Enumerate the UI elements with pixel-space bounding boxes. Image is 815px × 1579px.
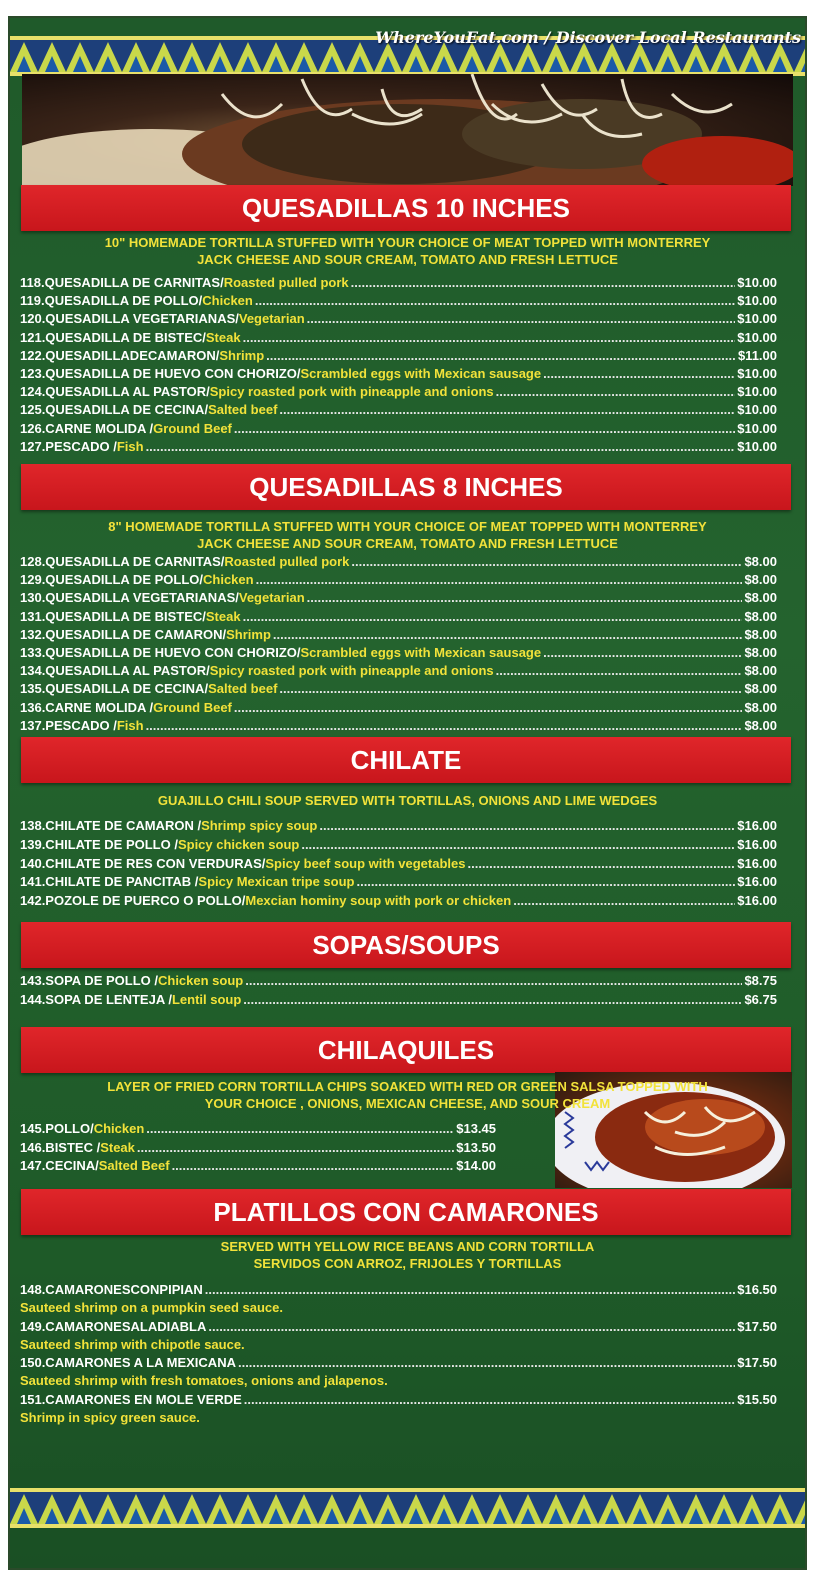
- bottom-zigzag-border: [10, 1488, 805, 1528]
- menu-item-row: [20, 662, 777, 680]
- item-price: $10.00: [737, 311, 777, 327]
- dot-leader: [234, 699, 743, 717]
- item-name: 142.POZOLE DE PUERCO O POLLO/: [20, 893, 246, 909]
- item-price: $16.00: [737, 818, 777, 833]
- menu-item-row: [20, 1139, 496, 1157]
- item-name: 122.QUESADILLADECAMARON/: [20, 347, 220, 363]
- menu-item-row: [20, 347, 777, 365]
- item-translation: Ground Beef: [153, 699, 232, 715]
- menu-item-row: [20, 892, 777, 910]
- menu-item-row: [20, 644, 777, 662]
- item-translation: Mexcian hominy soup with pork or chicken: [245, 893, 512, 909]
- item-price: $8.00: [744, 572, 777, 588]
- description-line: JACK CHEESE AND SOUR CREAM, TOMATO AND FRESH LETTUCE: [197, 536, 618, 551]
- dot-leader: [172, 1157, 455, 1175]
- item-name: 146.BISTEC /: [20, 1139, 101, 1155]
- item-translation: Spicy roasted pork with pineapple and onions: [209, 384, 494, 400]
- item-translation: Salted beef: [208, 402, 278, 418]
- dot-leader: [543, 365, 735, 383]
- dot-leader: [496, 383, 736, 401]
- item-price: $13.45: [456, 1121, 496, 1136]
- quesadilla-photo: [22, 74, 793, 186]
- dot-leader: [279, 680, 742, 698]
- item-name: 138.CHILATE DE CAMARON /: [20, 818, 202, 833]
- item-translation: Shrimp: [226, 626, 271, 642]
- item-translation: Salted beef: [208, 681, 278, 697]
- dot-leader: [266, 347, 736, 365]
- menu-item-row: [20, 1318, 777, 1336]
- item-name: 147.CECINA/: [20, 1158, 99, 1173]
- section-description: [20, 1238, 795, 1272]
- item-translation: Spicy roasted pork with pineapple and onions: [209, 663, 494, 679]
- item-price: $17.50: [737, 1355, 777, 1370]
- item-price: $8.75: [744, 973, 777, 988]
- item-translation: Chicken soup: [157, 973, 244, 988]
- item-name: 140.CHILATE DE RES CON VERDURAS/: [20, 855, 266, 871]
- item-name: 131.QUESADILLA DE BISTEC/: [20, 608, 206, 624]
- item-translation: Spicy chicken soup: [177, 836, 300, 852]
- item-price: $11.00: [737, 347, 777, 363]
- dot-leader: [467, 855, 735, 873]
- dot-leader: [496, 662, 743, 680]
- item-translation: Spicy beef soup with vegetables: [265, 855, 466, 871]
- item-translation: Fish: [116, 717, 144, 733]
- item-price: $8.00: [744, 626, 777, 642]
- item-name: 144.SOPA DE LENTEJA /: [20, 992, 172, 1007]
- dot-leader: [238, 1354, 735, 1372]
- dot-leader: [146, 717, 743, 735]
- item-name: 137.PESCADO /: [20, 717, 117, 733]
- item-translation: Vegetarian: [238, 590, 305, 606]
- item-name: 145.POLLO/: [20, 1121, 94, 1136]
- item-price: $16.00: [737, 836, 777, 852]
- dot-leader: [307, 310, 736, 328]
- item-price: $10.00: [737, 420, 777, 436]
- dot-leader: [243, 608, 743, 626]
- dot-leader: [205, 1281, 735, 1299]
- item-name: 128.QUESADILLA DE CARNITAS/: [20, 554, 225, 569]
- menu-item-row: [20, 310, 777, 328]
- item-translation: Chicken: [93, 1121, 145, 1136]
- item-translation: Shrimp: [219, 347, 265, 363]
- item-price: $8.00: [744, 681, 777, 697]
- menu-item-row: [20, 571, 777, 589]
- dot-leader: [243, 991, 742, 1009]
- dot-leader: [351, 553, 742, 571]
- item-name: 132.QUESADILLA DE CAMARON/: [20, 626, 227, 642]
- item-price: $10.00: [737, 384, 777, 400]
- menu-item-row: [20, 1354, 777, 1372]
- item-name: 118.QUESADILLA DE CARNITAS/: [20, 275, 224, 290]
- section-description: [20, 518, 795, 552]
- item-translation: Vegetarian: [238, 311, 305, 327]
- item-translation: Lentil soup: [171, 992, 242, 1007]
- section-description: [20, 234, 795, 268]
- watermark: WhereYouEat.com / Discover Local Restaurants: [375, 28, 801, 47]
- dot-leader: [279, 401, 735, 419]
- item-translation: Roasted pulled pork: [224, 554, 350, 569]
- item-name: 139.CHILATE DE POLLO /: [20, 836, 178, 852]
- dot-leader: [146, 438, 736, 456]
- menu-item-row: [20, 873, 777, 891]
- item-translation: Scrambled eggs with Mexican sausage: [300, 645, 542, 660]
- item-price: $17.50: [737, 1318, 777, 1334]
- dot-leader: [273, 626, 743, 644]
- description-line: GUAJILLO CHILI SOUP SERVED WITH TORTILLAS, ONIONS AND LIME WEDGES: [157, 793, 658, 808]
- menu-item-row: [20, 365, 777, 383]
- menu-item-row: [20, 438, 777, 456]
- section-title-quesadillas-10: QUESADILLAS 10 INCHES: [21, 185, 791, 231]
- menu-item-row: [20, 292, 777, 310]
- item-price: $14.00: [456, 1158, 496, 1173]
- description-line: SERVED WITH YELLOW RICE BEANS AND CORN TORTILLA: [220, 1239, 595, 1254]
- menu-item-row: [20, 817, 777, 835]
- item-price: $10.00: [737, 275, 777, 290]
- description-line: 10" HOMEMADE TORTILLA STUFFED WITH YOUR CHOICE OF MEAT TOPPED WITH MONTERREY: [104, 235, 711, 250]
- item-description: Shrimp in spicy green sauce.: [20, 1409, 200, 1425]
- item-price: $10.00: [737, 366, 777, 381]
- description-line: 8" HOMEMADE TORTILLA STUFFED WITH YOUR CHOICE OF MEAT TOPPED WITH MONTERREY: [108, 519, 707, 534]
- item-translation: Shrimp spicy soup: [201, 818, 318, 833]
- item-price: $8.00: [744, 554, 777, 569]
- menu-item-row: [20, 972, 777, 990]
- description-line: LAYER OF FRIED CORN TORTILLA CHIPS SOAKED WITH RED OR GREEN SALSA TOPPED WITH: [107, 1079, 708, 1094]
- item-price: $6.75: [744, 992, 777, 1007]
- dot-leader: [319, 817, 735, 835]
- menu-item-row: [20, 1391, 777, 1409]
- menu-item-row: [20, 1281, 777, 1299]
- item-name: 130.QUESADILLA VEGETARIANAS/: [20, 590, 239, 606]
- description-line: YOUR CHOICE , ONIONS, MEXICAN CHEESE, AND SOUR CREAM: [204, 1096, 611, 1111]
- item-price: $16.00: [737, 893, 777, 909]
- item-name: 149.CAMARONESALADIABLA: [20, 1318, 207, 1334]
- item-translation: Ground Beef: [153, 420, 232, 436]
- menu-item-row: [20, 991, 777, 1009]
- item-price: $8.00: [744, 717, 777, 733]
- item-translation: Chicken: [203, 572, 254, 588]
- item-translation: Roasted pulled pork: [223, 275, 349, 290]
- menu-item-row: [20, 855, 777, 873]
- section-title-chilate: CHILATE: [21, 737, 791, 783]
- menu-item-row: [20, 383, 777, 401]
- item-name: 124.QUESADILLA AL PASTOR/: [20, 384, 210, 400]
- item-translation: Chicken: [202, 293, 253, 309]
- menu-item-row: [20, 608, 777, 626]
- item-translation: Fish: [116, 438, 144, 454]
- dot-leader: [256, 571, 743, 589]
- menu-item-row: [20, 680, 777, 698]
- menu-item-row: [20, 1157, 496, 1175]
- dot-leader: [146, 1120, 454, 1138]
- dot-leader: [513, 892, 735, 910]
- item-description: Sauteed shrimp with fresh tomatoes, onions and jalapenos.: [20, 1373, 388, 1388]
- menu-item-row: [20, 1120, 496, 1138]
- menu-item-row: [20, 699, 777, 717]
- item-translation: Salted Beef: [98, 1158, 170, 1173]
- section-title-quesadillas-8: QUESADILLAS 8 INCHES: [21, 464, 791, 510]
- section-title-chilaquiles: CHILAQUILES: [21, 1027, 791, 1073]
- dot-leader: [351, 274, 736, 292]
- item-price: $8.00: [744, 608, 777, 624]
- menu-item-row: [20, 589, 777, 607]
- item-name: 127.PESCADO /: [20, 438, 117, 454]
- item-name: 129.QUESADILLA DE POLLO/: [20, 572, 203, 588]
- item-price: $10.00: [737, 329, 777, 345]
- item-translation: Steak: [205, 608, 241, 624]
- dot-leader: [301, 836, 735, 854]
- item-price: $10.00: [737, 402, 777, 418]
- item-name: 150.CAMARONES A LA MEXICANA: [20, 1355, 236, 1370]
- menu-item-row: [20, 329, 777, 347]
- item-translation: Steak: [100, 1139, 135, 1155]
- menu-item-row: [20, 836, 777, 854]
- dot-leader: [307, 589, 743, 607]
- item-description: Sauteed shrimp on a pumpkin seed sauce.: [20, 1300, 283, 1315]
- section-description: [20, 1078, 795, 1112]
- dot-leader: [137, 1139, 454, 1157]
- dot-leader: [356, 873, 735, 891]
- item-price: $16.00: [737, 855, 777, 871]
- item-price: $8.00: [744, 699, 777, 715]
- item-price: $8.00: [744, 645, 777, 660]
- item-name: 141.CHILATE DE PANCITAB /: [20, 874, 199, 890]
- menu-item-row: [20, 274, 777, 292]
- menu-item-row: [20, 553, 777, 571]
- item-name: 126.CARNE MOLIDA /: [20, 420, 154, 436]
- dot-leader: [208, 1318, 735, 1336]
- item-price: $8.00: [744, 663, 777, 679]
- menu-item-row: [20, 401, 777, 419]
- description-line: SERVIDOS CON ARROZ, FRIJOLES Y TORTILLAS: [253, 1256, 562, 1271]
- item-description: Sauteed shrimp with chipotle sauce.: [20, 1336, 245, 1352]
- item-translation: Scrambled eggs with Mexican sausage: [300, 366, 542, 381]
- item-name: 151.CAMARONES EN MOLE VERDE: [20, 1391, 242, 1407]
- item-price: $13.50: [456, 1139, 496, 1155]
- item-name: 120.QUESADILLA VEGETARIANAS/: [20, 311, 239, 327]
- item-name: 135.QUESADILLA DE CECINA/: [20, 681, 209, 697]
- section-description: [20, 792, 795, 809]
- item-translation: Steak: [205, 329, 241, 345]
- item-price: $10.00: [737, 293, 777, 309]
- dot-leader: [543, 644, 742, 662]
- item-name: 125.QUESADILLA DE CECINA/: [20, 402, 209, 418]
- item-name: 143.SOPA DE POLLO /: [20, 973, 158, 988]
- item-name: 119.QUESADILLA DE POLLO/: [20, 293, 203, 309]
- item-name: 136.CARNE MOLIDA /: [20, 699, 154, 715]
- item-price: $8.00: [744, 590, 777, 606]
- dot-leader: [234, 420, 735, 438]
- dot-leader: [255, 292, 735, 310]
- item-price: $16.00: [737, 874, 777, 890]
- menu-item-row: [20, 717, 777, 735]
- description-line: JACK CHEESE AND SOUR CREAM, TOMATO AND FRESH LETTUCE: [197, 252, 618, 267]
- item-price: $10.00: [737, 438, 777, 454]
- menu-item-row: [20, 420, 777, 438]
- dot-leader: [244, 1391, 735, 1409]
- item-name: 134.QUESADILLA AL PASTOR/: [20, 663, 210, 679]
- section-title-sopas: SOPAS/SOUPS: [21, 922, 791, 968]
- item-name: 123.QUESADILLA DE HUEVO CON CHORIZO/: [20, 366, 301, 381]
- dot-leader: [243, 329, 736, 347]
- item-price: $16.50: [737, 1282, 777, 1297]
- menu-item-row: [20, 626, 777, 644]
- item-price: $15.50: [737, 1391, 777, 1407]
- item-name: 121.QUESADILLA DE BISTEC/: [20, 329, 206, 345]
- item-name: 133.QUESADILLA DE HUEVO CON CHORIZO/: [20, 645, 301, 660]
- dot-leader: [245, 972, 742, 990]
- item-translation: Spicy Mexican tripe soup: [198, 874, 355, 890]
- item-name: 148.CAMARONESCONPIPIAN: [20, 1282, 203, 1297]
- section-title-camarones: PLATILLOS CON CAMARONES: [21, 1189, 791, 1235]
